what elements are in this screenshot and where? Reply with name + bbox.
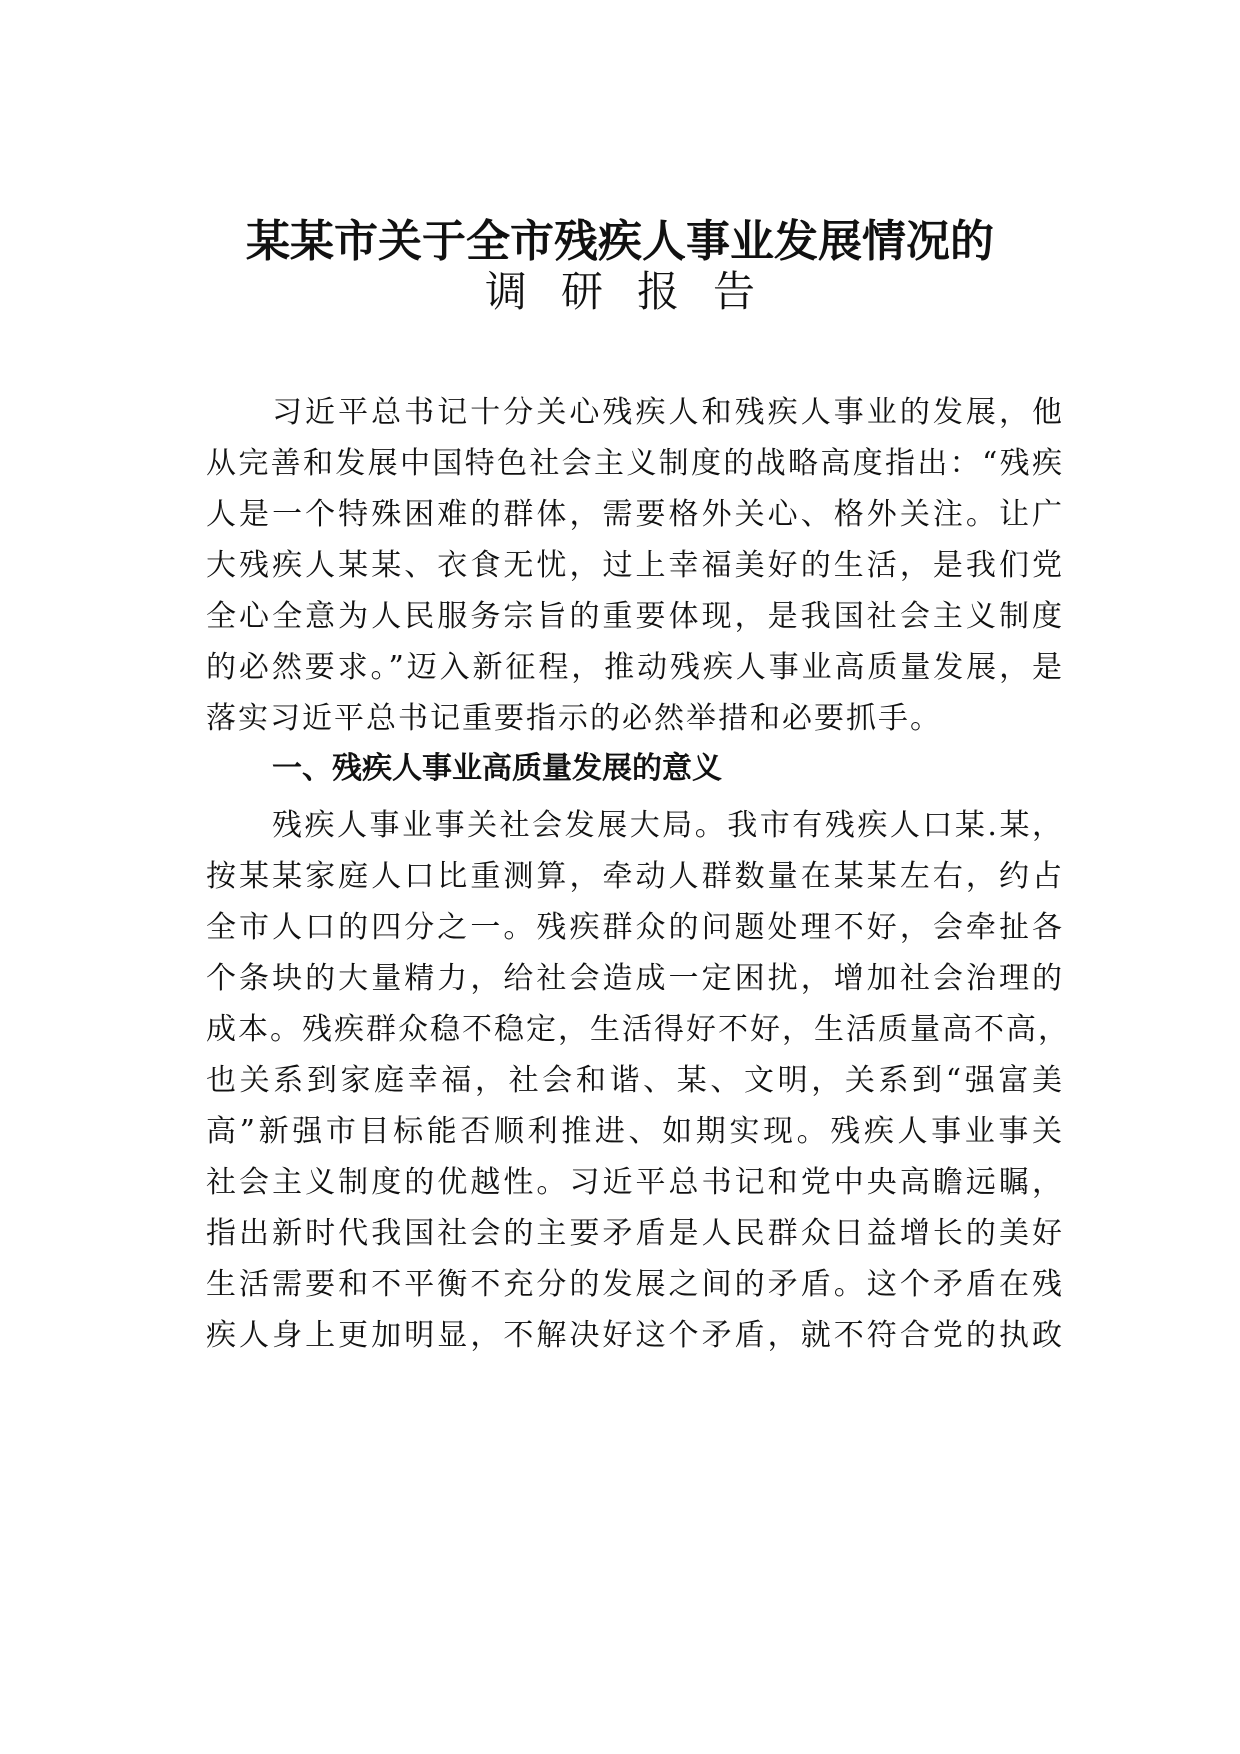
paragraph-line: 成本。残疾群众稳不稳定，生活得好不好，生活质量高不高， [206, 1012, 1070, 1047]
paragraph-line: 人是一个特殊困难的群体，需要格外关心、格外关注。让广 [206, 497, 1064, 532]
paragraph-line: 个条块的大量精力，给社会造成一定困扰，增加社会治理的 [206, 961, 1064, 996]
paragraph-line: 也关系到家庭幸福，社会和谐、某、文明，关系到“强富美 [206, 1063, 1064, 1098]
document-title: 某某市关于全市残疾人事业发展情况的 [246, 216, 994, 267]
paragraph-line: 全市人口的四分之一。残疾群众的问题处理不好，会牵扯各 [206, 910, 1064, 945]
section-heading: 一、残疾人事业高质量发展的意义 [272, 751, 722, 786]
paragraph-line: 大残疾人某某、衣食无忧，过上幸福美好的生活，是我们党 [206, 548, 1064, 583]
paragraph-line: 高”新强市目标能否顺利推进、如期实现。残疾人事业事关 [206, 1114, 1064, 1149]
paragraph-line: 从完善和发展中国特色社会主义制度的战略高度指出：“残疾 [206, 446, 1064, 481]
paragraph-line: 社会主义制度的优越性。习近平总书记和党中央高瞻远瞩， [206, 1165, 1064, 1200]
paragraph-line: 残疾人事业事关社会发展大局。我市有残疾人口某.某， [272, 808, 1064, 843]
paragraph-line: 落实习近平总书记重要指示的必然举措和必要抓手。 [206, 701, 942, 736]
paragraph-line: 全心全意为人民服务宗旨的重要体现，是我国社会主义制度 [206, 599, 1064, 634]
paragraph-line: 疾人身上更加明显，不解决好这个矛盾，就不符合党的执政 [206, 1318, 1064, 1353]
document-subtitle: 调研报告 [484, 267, 789, 316]
section-paragraph [206, 800, 1070, 1361]
intro-paragraph [206, 387, 1064, 744]
paragraph-line: 习近平总书记十分关心残疾人和残疾人事业的发展，他 [272, 395, 1064, 430]
paragraph-line: 的必然要求。”迈入新征程，推动残疾人事业高质量发展，是 [206, 650, 1064, 685]
paragraph-line: 指出新时代我国社会的主要矛盾是人民群众日益增长的美好 [206, 1216, 1064, 1251]
paragraph-line: 按某某家庭人口比重测算，牵动人群数量在某某左右，约占 [206, 859, 1064, 894]
paragraph-line: 生活需要和不平衡不充分的发展之间的矛盾。这个矛盾在残 [206, 1267, 1064, 1302]
